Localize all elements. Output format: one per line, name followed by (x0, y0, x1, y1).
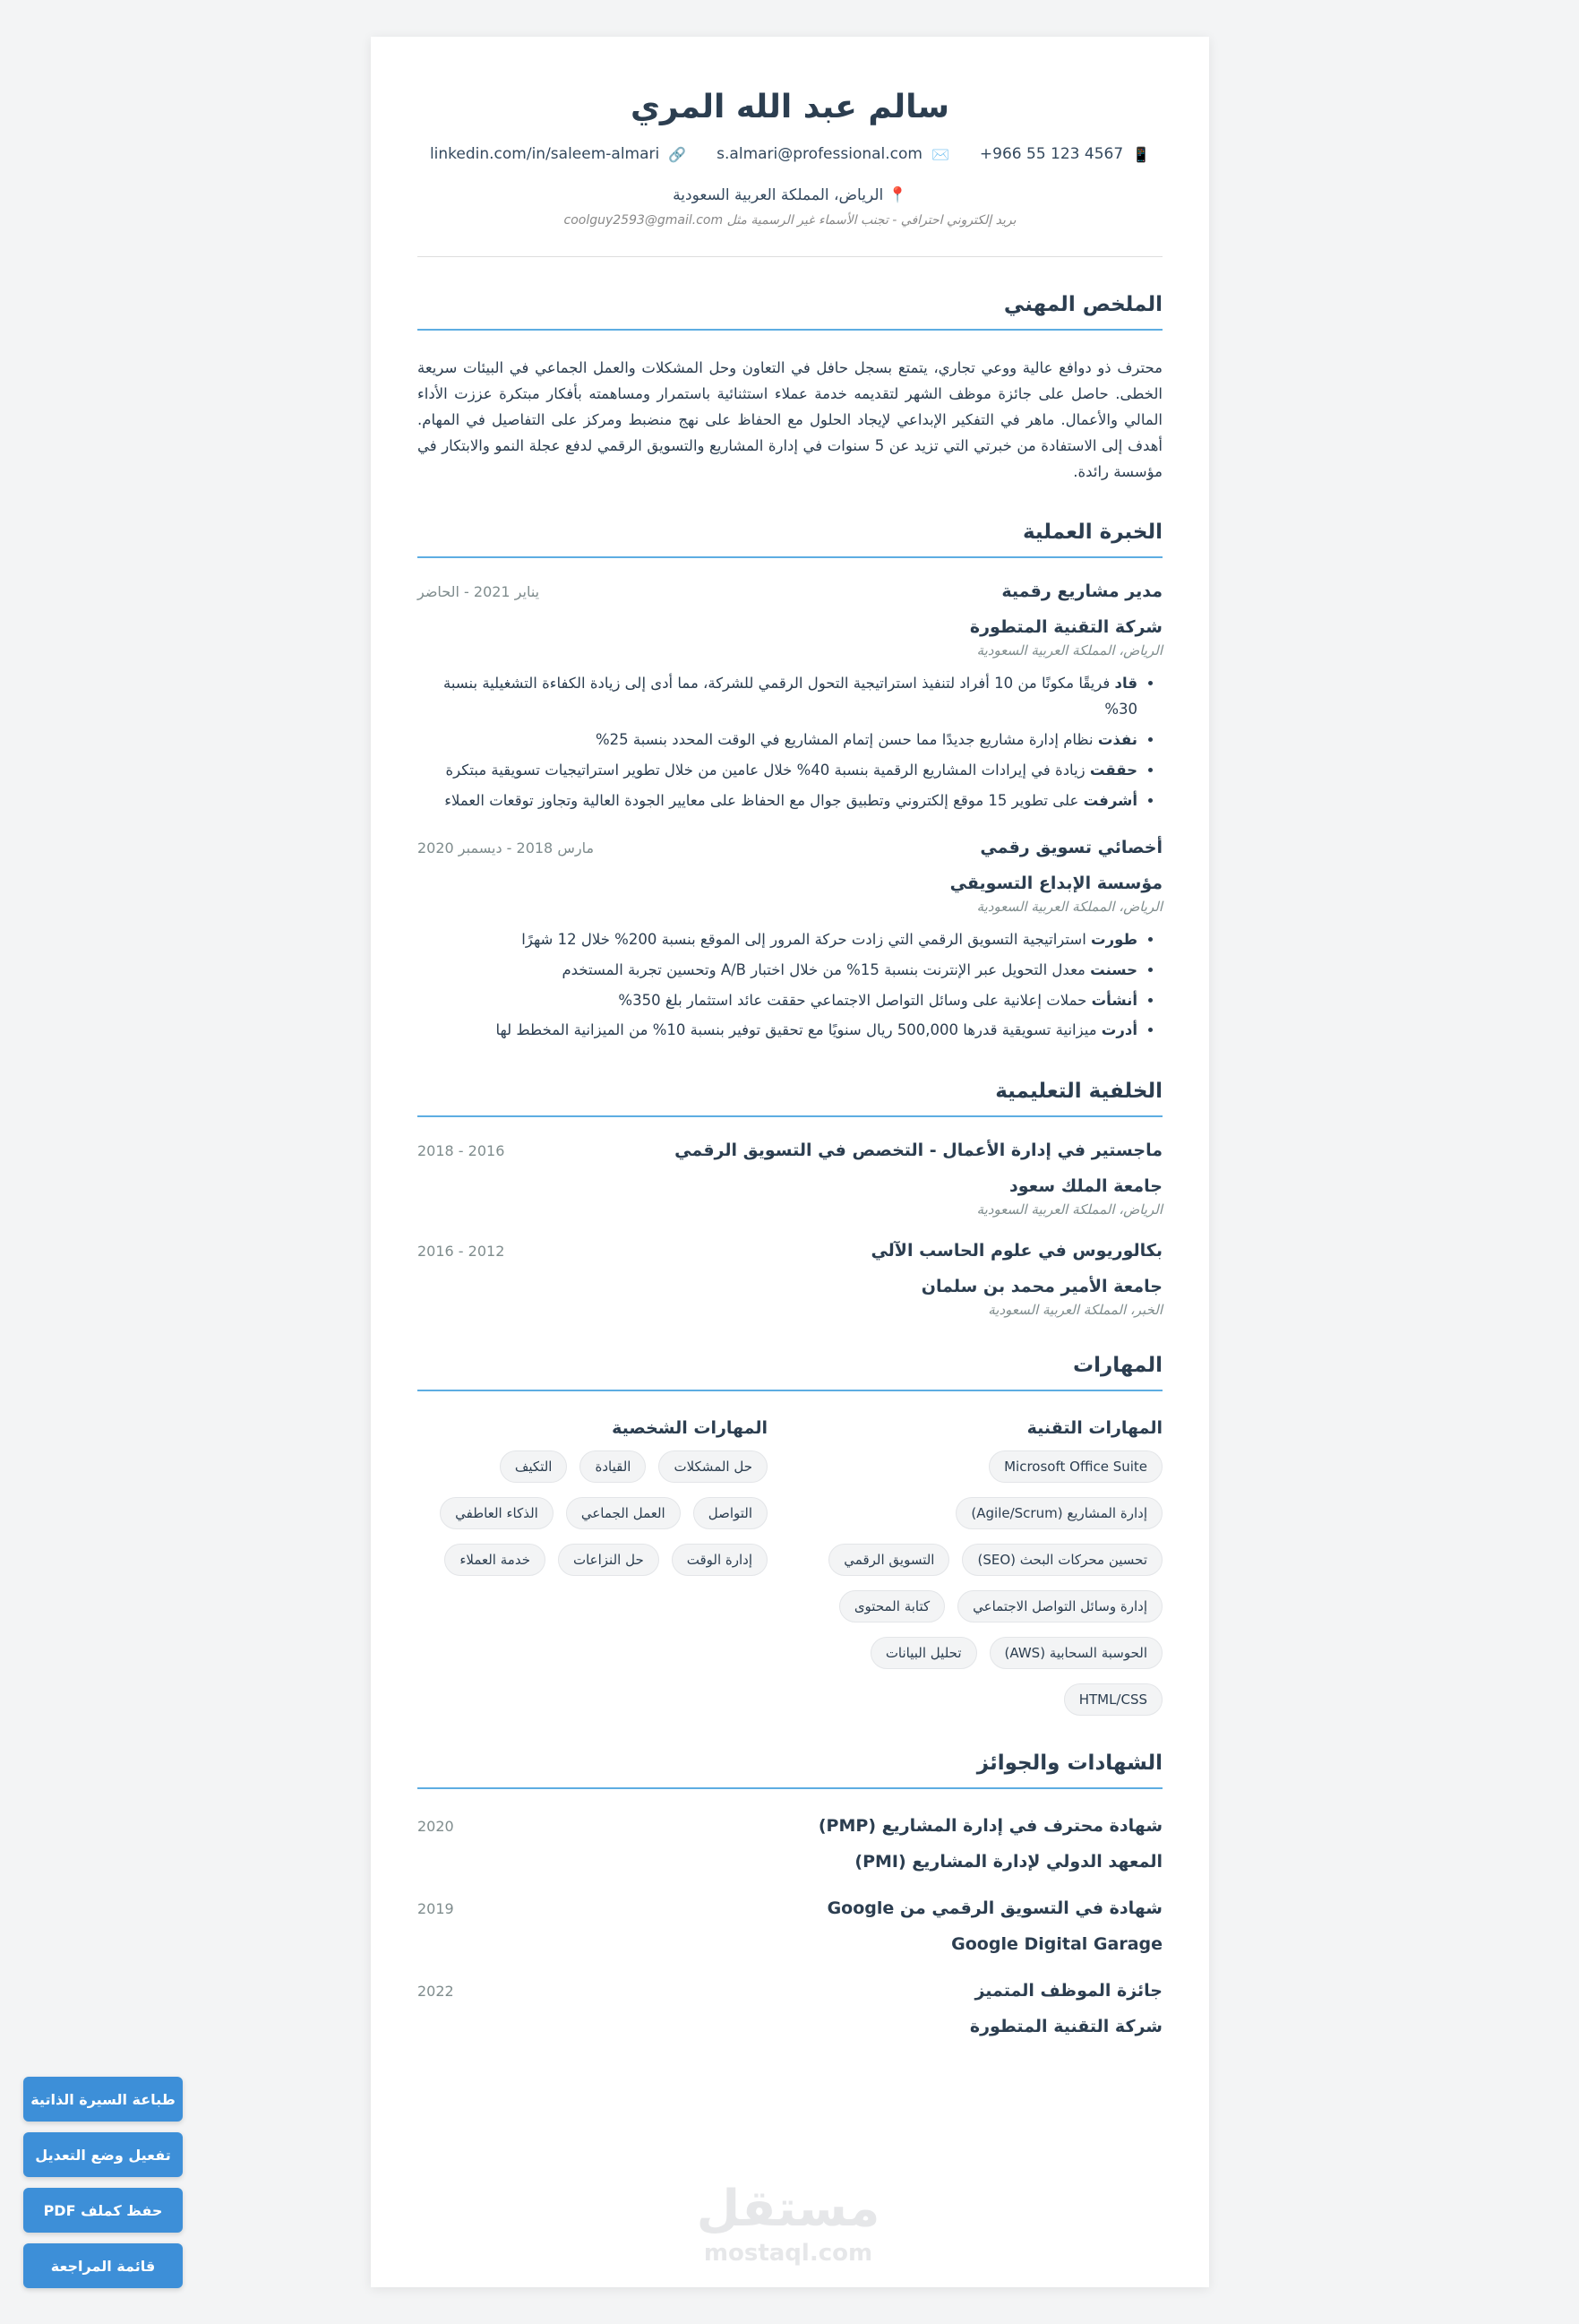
mostaql-watermark (690, 2180, 887, 2267)
certification-name: جائزة الموظف المتميز (974, 1981, 1163, 2001)
certification-entry (417, 1816, 1163, 1872)
certifications-heading: الشهادات والجوائز (417, 1752, 1163, 1789)
skill-tag: إدارة وسائل التواصل الاجتماعي (957, 1590, 1163, 1622)
skill-tag: خدمة العملاء (444, 1544, 545, 1576)
technical-skills-title: المهارات التقنية (1026, 1418, 1163, 1439)
save-pdf-button[interactable]: حفظ كملف PDF (23, 2188, 183, 2233)
pin-icon: 📍 (888, 186, 907, 204)
achievement-item (417, 758, 1137, 784)
achievement-text: فريقًا مكونًا من 10 أفراد لتنفيذ استراتيجية التحول الرقمي للشركة، مما أدى إلى زيادة الكفاءة التشغيلية بنسبة 30% (442, 675, 1137, 719)
certification-date: 2022 (417, 1983, 454, 2001)
skill-tag: Microsoft Office Suite (989, 1450, 1163, 1483)
certification-entry (417, 1898, 1163, 1954)
skill-tag: تحليل البيانات (871, 1637, 977, 1669)
skill-tag: التواصل (693, 1497, 768, 1529)
linkedin-contact[interactable] (430, 145, 686, 163)
skill-tag: القيادة (579, 1450, 646, 1483)
action-buttons (23, 2077, 183, 2288)
achievement-list (417, 927, 1163, 1045)
phone-contact (980, 145, 1150, 163)
certification-name: شهادة محترف في إدارة المشاريع (PMP) (818, 1816, 1163, 1837)
soft-skills-title: المهارات الشخصية (612, 1418, 768, 1439)
skills-heading: المهارات (417, 1354, 1163, 1391)
achievement-item (417, 788, 1137, 814)
achievement-text: معدل التحويل عبر الإنترنت بنسبة 15% من خلال اختبار A/B وتحسين تجربة المستخدم (562, 960, 1091, 978)
skill-tag: الذكاء العاطفي (440, 1497, 554, 1529)
achievement-item (417, 988, 1137, 1014)
company-name: مؤسسة الإبداع التسويقي (949, 873, 1163, 893)
skill-tag: العمل الجماعي (566, 1497, 681, 1529)
email-note: بريد إلكتروني احترافي - تجنب الأسماء غير الرسمية مثل coolguy2593@gmail.com (563, 213, 1017, 228)
achievement-text: استراتيجية التسويق الرقمي التي زادت حركة المرور إلى الموقع بنسبة 200% خلال 12 شهرًا (521, 930, 1092, 948)
skill-tag: إدارة المشاريع (Agile/Scrum) (956, 1497, 1163, 1529)
phone-text: +966 55 123 4567 (979, 145, 1124, 163)
candidate-name: سالم عبد الله المري (630, 89, 950, 125)
phone-icon: 📱 (1132, 145, 1151, 163)
summary-text: محترف ذو دوافع عالية ووعي تجاري، يتمتع بسجل حافل في التعاون وحل المشكلات والعمل الجماعي في البيئات سريعة الخطى. حاصل على جائزة موظف الشهر لتقديمه خدمة عملاء استثنائية باستمرار ومساهمته بأفكار مبتكرة عززت الأداء المالي والأعمال. ماهر في التفكير الإبداعي لإيجاد الحلول مع الحفاظ على نهج منضبط ومركز على التفاصيل في المهام. أهدف إلى الاستفادة من خبرتي التي تزيد عن 5 سنوات في إدارة المشاريع والتسويق الرقمي لدفع عجلة النمو والابتكار في مؤسسة رائدة. (417, 359, 1163, 480)
achievement-item (417, 671, 1137, 723)
degree-title: ماجستير في إدارة الأعمال - التخصص في التسويق الرقمي (674, 1140, 1163, 1161)
job-title: مدير مشاريع رقمية (1001, 581, 1163, 602)
company-name: شركة التقنية المتطورة (969, 617, 1163, 638)
achievement-verb: حسنت (1090, 960, 1137, 978)
location-text: الرياض، المملكة العربية السعودية (673, 186, 884, 204)
certification-name: شهادة في التسويق الرقمي من Google (827, 1898, 1163, 1919)
achievement-verb: طورت (1091, 930, 1137, 948)
school-name: جامعة الأمير محمد بن سلمان (921, 1277, 1163, 1297)
edit-mode-button[interactable]: تفعيل وضع التعديل (23, 2132, 183, 2177)
education-entry (417, 1140, 1163, 1218)
soft-skills-column (417, 1418, 768, 1716)
achievement-list (417, 671, 1163, 813)
certification-entry (417, 1981, 1163, 2036)
certification-date: 2020 (417, 1818, 454, 1836)
achievement-verb: أدرت (1101, 1021, 1137, 1039)
job-entry (417, 581, 1163, 813)
achievement-text: نظام إدارة مشاريع جديدًا مما حسن إتمام المشاريع في الوقت المحدد بنسبة 25% (595, 731, 1098, 749)
job-date: مارس 2018 - ديسمبر 2020 (417, 839, 595, 856)
certification-issuer: المعهد الدولي لإدارة المشاريع (PMI) (854, 1852, 1163, 1872)
checklist-button[interactable]: قائمة المراجعة (23, 2243, 183, 2288)
link-icon: 🔗 (668, 145, 687, 163)
skill-tag: التكيف (500, 1450, 568, 1483)
job-date: يناير 2021 - الحاضر (417, 583, 540, 601)
achievement-item (417, 1018, 1137, 1044)
achievement-verb: أنشأت (1091, 991, 1137, 1009)
watermark-arabic: مستقل (696, 2180, 880, 2238)
achievement-text: ميزانية تسويقية قدرها 500,000 ريال سنويًا مع تحقيق توفير بنسبة 10% من الميزانية المخطط لها (495, 1021, 1102, 1039)
envelope-icon: ✉️ (931, 145, 949, 163)
company-location: الرياض، المملكة العربية السعودية (976, 642, 1163, 659)
soft-skill-tags (417, 1450, 768, 1576)
job-entry (417, 838, 1163, 1045)
achievement-verb: قاد (1114, 675, 1137, 693)
watermark-latin: mostaql.com (703, 2240, 873, 2267)
experience-heading: الخبرة العملية (417, 521, 1163, 558)
education-date: 2016 - 2018 (417, 1142, 505, 1160)
resume-page (371, 37, 1209, 2287)
certification-issuer: Google Digital Garage (951, 1934, 1163, 1955)
email-text[interactable]: s.almari@professional.com (717, 145, 923, 163)
education-date: 2012 - 2016 (417, 1243, 505, 1261)
degree-title: بكالوريوس في علوم الحاسب الآلي (871, 1241, 1163, 1261)
skill-tag: حل المشكلات (658, 1450, 768, 1483)
certification-date: 2019 (417, 1900, 454, 1918)
header-divider (417, 256, 1163, 257)
school-location: الرياض، المملكة العربية السعودية (976, 1201, 1163, 1218)
skill-tag: HTML/CSS (1064, 1683, 1163, 1716)
certification-issuer: شركة التقنية المتطورة (969, 2017, 1163, 2037)
contact-row (417, 145, 1163, 163)
technical-skills-column (812, 1418, 1163, 1716)
achievement-item (417, 727, 1137, 753)
achievement-item (417, 958, 1137, 984)
achievement-text: حملات إعلانية على وسائل التواصل الاجتماعي حققت عائد استثمار بلغ 350% (618, 991, 1092, 1009)
school-location: الخبر، المملكة العربية السعودية (988, 1302, 1163, 1319)
achievement-text: زيادة في إيرادات المشاريع الرقمية بنسبة 40% خلال عامين من خلال تطوير استراتيجيات تسويقية مبتكرة (445, 762, 1090, 779)
school-name: جامعة الملك سعود (1009, 1176, 1163, 1197)
achievement-item (417, 927, 1137, 953)
job-title: أخصائي تسويق رقمي (980, 837, 1163, 857)
skill-tag: إدارة الوقت (672, 1544, 768, 1576)
skill-tag: التسويق الرقمي (828, 1544, 949, 1576)
skill-tag: حل النزاعات (558, 1544, 659, 1576)
achievement-verb: نفذت (1097, 731, 1137, 749)
skill-tag: كتابة المحتوى (839, 1590, 945, 1622)
email-contact[interactable] (717, 145, 949, 163)
technical-skill-tags (812, 1450, 1163, 1716)
skill-tag: تحسين محركات البحث (SEO) (962, 1544, 1163, 1576)
achievement-text: على تطوير 15 موقع إلكتروني وتطبيق جوال مع الحفاظ على معايير الجودة العالية وتجاوز توقعات العملاء (444, 791, 1084, 809)
skills-section (417, 1418, 1163, 1716)
company-location: الرياض، المملكة العربية السعودية (976, 898, 1163, 915)
print-button[interactable]: طباعة السيرة الذاتية (23, 2077, 183, 2122)
education-entry (417, 1241, 1163, 1318)
education-heading: الخلفية التعليمية (417, 1080, 1163, 1117)
linkedin-text[interactable]: linkedin.com/in/saleem-almari (429, 145, 660, 163)
skill-tag: الحوسبة السحابية (AWS) (990, 1637, 1163, 1669)
achievement-verb: أشرفت (1083, 791, 1137, 809)
summary-heading: الملخص المهني (417, 293, 1163, 331)
location-line (417, 186, 1163, 204)
achievement-verb: حققت (1089, 762, 1137, 779)
